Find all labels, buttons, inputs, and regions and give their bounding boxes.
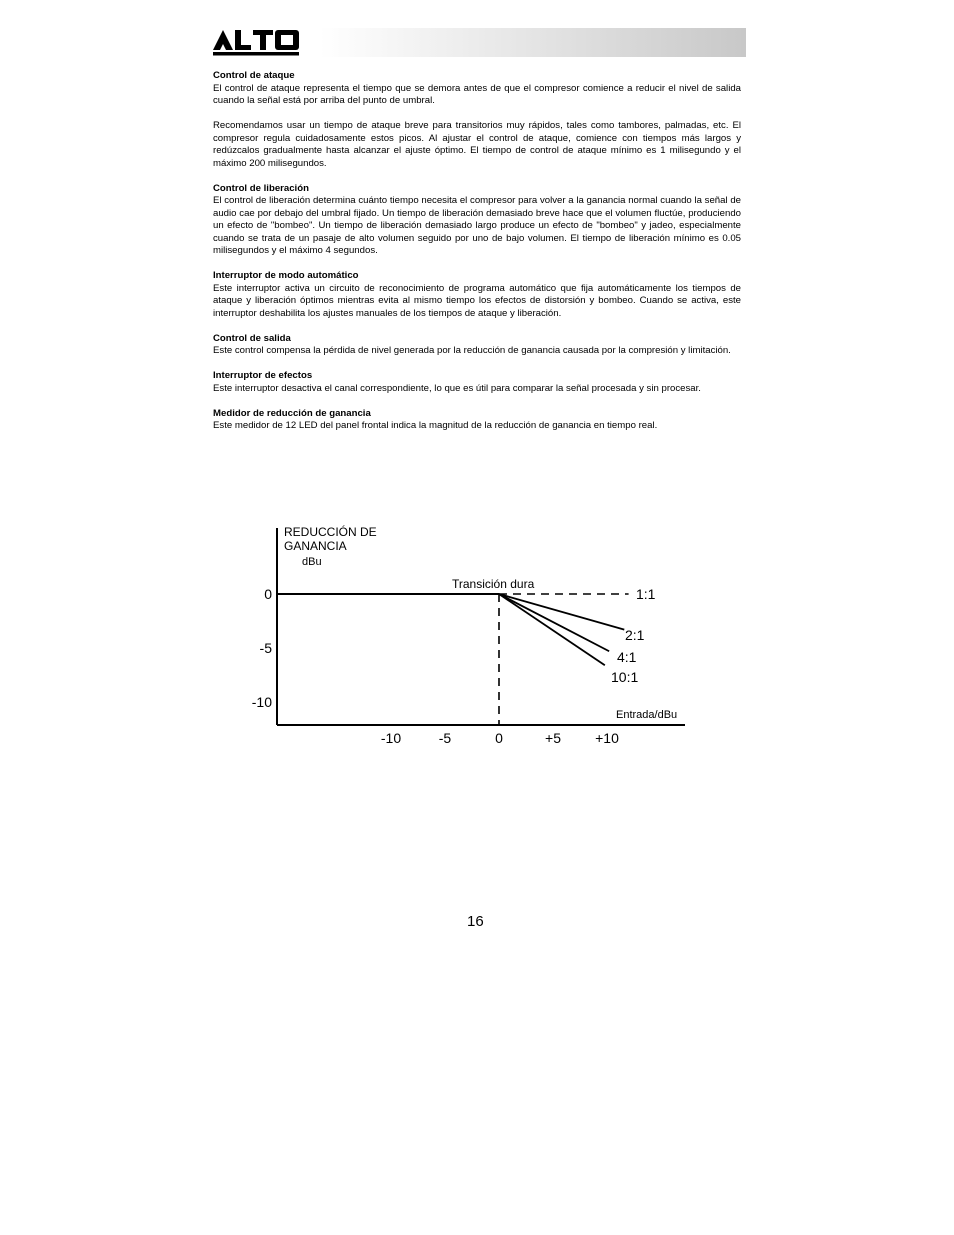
alto-logo-icon [213, 30, 301, 56]
section-effects [213, 370, 741, 395]
section-title: Control de liberación [213, 182, 309, 194]
section-paragraph: Este control compensa la pérdida de nivel generada por la reducción de ganancia causada por la compresión y limitación. [213, 345, 731, 356]
x-tick-label: +5 [545, 730, 561, 746]
section-paragraph: Este interruptor desactiva el canal correspondiente, lo que es útil para comparar la señal procesada y sin procesar. [213, 382, 701, 394]
section-output [213, 333, 741, 358]
x-tick-label: +10 [595, 730, 619, 746]
y-axis-label-line1: REDUCCIÓN DE [284, 525, 377, 539]
x-tick-label: -5 [438, 730, 452, 746]
section-paragraph: Este interruptor activa un circuito de reconocimiento de programa automático que fija automáticamente los tiempos de ataque y liberación óptimos mientras evita al mismo tiempo los efectos de distorsión y bombeo. Cuando se activa, este interruptor deshabilita los ajustes manuales de los tiempos de ataque y liberación. [213, 282, 741, 319]
section-paragraph: Recomendamos usar un tiempo de ataque breve para transitorios muy rápidos, tales como tambores, palmadas, etc. El compresor regula cuidadosamente estos picos. Al ajustar el control de ataque, comience con tiempos más largos y redúzcalos gradualmente hasta alcanzar el ajuste óptimo. El tiempo de control de ataque mínimo es 1 milisegundo y el máximo 200 milisegundos. [213, 120, 741, 169]
section-paragraph: El control de liberación determina cuánto tiempo necesita el compresor para volver a la ganancia normal cuando la señal de audio cae por debajo del umbral fijado. Un tiempo de liberación demasiado breve hace que el volumen fluctúe, produciendo un efecto de "bombeo". Un tiempo de liberación demasiado largo produce un efecto de "bombeo" y jadeo, especialmente cuando se trata de un pasaje de alto volumen seguido por uno de bajo volumen. El tiempo de liberación mínimo es 0.05 milisegundos y el máximo 4 segundos. [213, 195, 741, 256]
y-tick-label: 0 [264, 586, 272, 602]
compression-ratio-chart [240, 520, 700, 760]
section-attack [213, 70, 741, 170]
page-number: 16 [467, 913, 484, 930]
section-title: Interruptor de modo automático [213, 270, 359, 281]
series-label: 2:1 [625, 627, 645, 643]
alto-logo [213, 30, 303, 56]
series-label: 4:1 [617, 649, 637, 665]
y-axis-unit: dBu [302, 556, 322, 568]
y-tick-label: -10 [251, 694, 272, 710]
section-title: Medidor de reducción de ganancia [213, 407, 371, 419]
section-title: Control de salida [213, 332, 291, 344]
x-axis-label: Entrada/dBu [616, 709, 678, 721]
section-release [213, 183, 741, 258]
section-paragraph: El control de ataque representa el tiempo que se demora antes de que el compresor comience a reducir el nivel de salida cuando la señal está por arriba del punto de umbral. [213, 82, 741, 106]
section-title: Control de ataque [213, 70, 295, 81]
x-tick-label: 0 [495, 730, 503, 746]
series-label: 10:1 [611, 669, 639, 685]
series-line-2-1 [499, 594, 624, 630]
chart-marks [252, 586, 656, 746]
series-line-4-1 [499, 594, 609, 651]
series-line-10-1 [499, 594, 605, 665]
series-label: 1:1 [636, 586, 656, 602]
y-tick-label: -5 [259, 640, 272, 656]
x-tick-label: -10 [380, 730, 402, 746]
section-auto-mode [213, 270, 741, 320]
y-axis-label-line2: GANANCIA [284, 539, 347, 553]
section-meter [213, 408, 741, 433]
document-body [213, 70, 741, 445]
section-paragraph: Este medidor de 12 LED del panel frontal indica la magnitud de la reducción de ganancia en tiempo real. [213, 420, 658, 431]
header-bar [213, 28, 746, 57]
threshold-annotation: Transición dura [452, 577, 535, 591]
section-title: Interruptor de efectos [213, 370, 313, 381]
